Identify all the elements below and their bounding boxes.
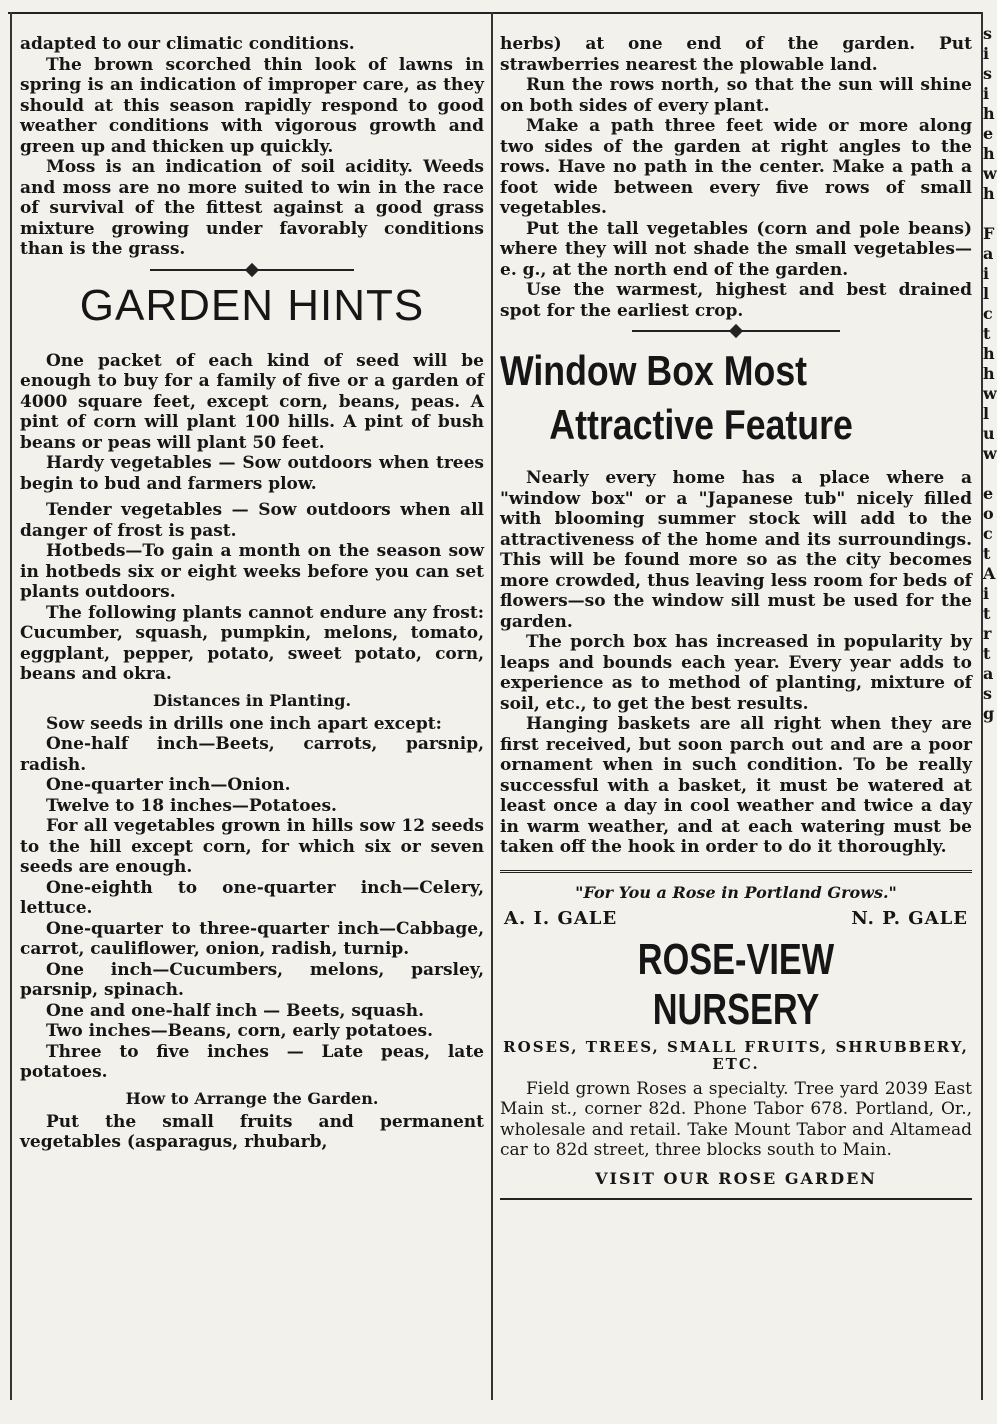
cutoff-letter: t [983, 644, 991, 663]
cutoff-letter: h [983, 364, 995, 383]
cutoff-letter: h [983, 104, 995, 123]
cutoff-letter: r [983, 624, 992, 643]
intro-para-1: adapted to our climatic conditions. [20, 34, 355, 54]
arrange-para-cont: herbs) at one end of the garden. Put strawberries nearest the plowable land. [500, 34, 972, 75]
cutoff-letter: h [983, 144, 995, 163]
arrange-para: Put the small fruits and permanent vegetables (asparagus, rhubarb, [20, 1111, 484, 1152]
distance-item-9: One and one-half inch — Beets, squash. [46, 1000, 425, 1021]
cutoff-letter: t [983, 544, 991, 563]
cutoff-letter: l [983, 284, 990, 303]
top-rule [8, 12, 983, 14]
cutoff-letter: s [983, 64, 993, 83]
intro-para-2: The brown scorched thin look of lawns in spring is an indication of improper care, as they should at this season rapidly respond to good weather conditions with vigorous growth and green up and thicken up quickly. [20, 54, 484, 157]
cutoff-letter: e [983, 124, 994, 143]
window-para-1: Nearly every home has a place where a "window box" or a "Japanese tub" nicely filled with blooming summer stock will add to the attractiveness of the home and its surroundings. This will be found more so as the city becomes more crowded, thus leaving less room for beds of flowers—so the window sill must be used for the garden. [500, 468, 972, 632]
hints-para-1: One packet of each kind of seed will be enough to buy for a family of five or a garden of 4000 square feet, except corn, beans, peas. A pint of corn will plant 100 hills. A pint of bush beans or peas will plant 50 feet. [20, 350, 484, 453]
intro-para-3: Moss is an indication of soil acidity. Weeds and moss are no more suited to win in the race of survival of the fittest against a good grass mixture growing under favorably conditions than is the grass. [20, 157, 484, 259]
distance-item-10: Two inches—Beans, corn, early potatoes. [46, 1021, 434, 1041]
garden-hints-heading: GARDEN HINTS [79, 280, 425, 330]
arrange-para-3: Make a path three feet wide or more along two sides of the garden at right angles to the rows. Have no path in the center. Make a path a foot wide between every five rows of small vegetables. [500, 116, 972, 218]
cutoff-letter: a [983, 664, 994, 683]
cutoff-letter: w [983, 164, 997, 183]
ad-bottom-rule [500, 1198, 972, 1200]
cutoff-letter: c [983, 524, 993, 543]
cutoff-letter: h [983, 344, 995, 363]
cutoff-column-strip [983, 0, 995, 1424]
cutoff-letter: t [983, 324, 991, 343]
arrange-subheading: How to Arrange the Garden. [125, 1088, 379, 1108]
distance-item-6: One-eighth to one-quarter inch—Celery, lettuce. [20, 877, 484, 918]
cutoff-letter: u [983, 424, 995, 443]
cutoff-letter: e [983, 484, 994, 503]
ad-name-left: A. I. GALE [504, 907, 618, 929]
cutoff-letter: o [983, 504, 994, 523]
ad-body: Field grown Roses a specialty. Tree yard 2039 East Main st., corner 82d. Phone Tabor 678. Portland, Or., wholesale and retail. Take Mount Tabor and Altamead car to 82d street, three blocks south to Main. [500, 1078, 972, 1160]
ad-names [504, 908, 968, 929]
section-separator [150, 269, 354, 271]
arrange-para-4: Put the tall vegetables (corn and pole beans) where they will not shade the small vegetables—e. g., at the north end of the garden. [500, 218, 972, 280]
distance-item-1: Sow seeds in drills one inch apart except: [46, 713, 442, 734]
distance-item-3: One-quarter inch—Onion. [46, 775, 291, 795]
hints-para-3: Tender vegetables — Sow outdoors when all danger of frost is past. [20, 500, 484, 541]
cutoff-letter [983, 204, 995, 224]
ad-visit: VISIT OUR ROSE GARDEN [595, 1168, 877, 1188]
distance-item-8: One inch—Cucumbers, melons, parsley, parsnip, spinach. [20, 959, 484, 1000]
cutoff-letter: w [983, 444, 997, 463]
ad-tagline: "For You a Rose in Portland Grows." [575, 882, 897, 902]
window-para-3: Hanging baskets are all right when they are first received, but soon parch out and are a poor ornament when in such condition. To be really successful with a basket, it must be watered at least once a day in cool weather and twice a day in warm weather, and at each watering must be taken off the hook in order to do it thoroughly. [500, 714, 972, 857]
arrange-para-2: Run the rows north, so that the sun will shine on both sides of every plant. [500, 75, 972, 116]
window-box-heading-line-1: Window Box Most [500, 347, 808, 394]
ad-products: ROSES, TREES, SMALL FRUITS, SHRUBBERY, ETC. [503, 1037, 969, 1073]
arrange-para-5: Use the warmest, highest and best drained spot for the earliest crop. [500, 280, 972, 321]
nursery-advertisement [500, 870, 972, 1200]
distance-item-5: For all vegetables grown in hills sow 12 seeds to the hill except corn, for which six or seven seeds are enough. [20, 816, 484, 877]
cutoff-letter: s [983, 684, 993, 703]
column-left [20, 34, 484, 1153]
hints-para-5: The following plants cannot endure any frost: Cucumber, squash, pumpkin, melons, tomato, eggplant, pepper, potato, sweet potato, corn, beans and okra. [20, 602, 484, 684]
cutoff-letter: i [983, 264, 990, 283]
cutoff-letter [983, 464, 995, 484]
cutoff-letter: t [983, 604, 991, 623]
ad-nursery-name: ROSE-VIEW NURSERY [637, 934, 835, 1034]
ad-name-right: N. P. GALE [851, 907, 968, 929]
cutoff-letter: l [983, 404, 990, 423]
cutoff-letter: A [983, 564, 996, 583]
cutoff-letter: w [983, 384, 997, 403]
cutoff-letter: i [983, 84, 990, 103]
cutoff-letter: g [983, 704, 995, 723]
section-separator-2 [632, 330, 840, 332]
hints-para-2: Hardy vegetables — Sow outdoors when trees begin to bud and farmers plow. [20, 453, 484, 494]
hints-para-4: Hotbeds—To gain a month on the season sow in hotbeds six or eight weeks before you can set plants outdoors. [20, 541, 484, 602]
distance-item-4: Twelve to 18 inches—Potatoes. [46, 795, 337, 816]
cutoff-letter: c [983, 304, 993, 323]
column-right [500, 34, 972, 1200]
window-para-2: The porch box has increased in popularity by leaps and bounds each year. Every year adds to experience as to method of planting, mixture of soil, etc., to get the best results. [500, 632, 972, 714]
cutoff-letter: s [983, 24, 993, 43]
distance-item-2: One-half inch—Beets, carrots, parsnip, radish. [20, 734, 484, 775]
window-box-heading [500, 344, 969, 452]
cutoff-letter: i [983, 44, 990, 63]
window-box-heading-line-2: Attractive Feature [549, 401, 853, 448]
cutoff-letter: h [983, 184, 995, 203]
cutoff-letter: a [983, 244, 994, 263]
distance-item-7: One-quarter to three-quarter inch—Cabbage, carrot, cauliflower, onion, radish, turnip. [20, 918, 484, 959]
cutoff-letter: F [983, 224, 995, 243]
distances-subheading: Distances in Planting. [152, 690, 352, 710]
column-rule-left [10, 12, 12, 1400]
column-rule-middle [491, 12, 493, 1400]
cutoff-letter: i [983, 584, 990, 603]
distance-item-11: Three to five inches — Late peas, late potatoes. [20, 1041, 484, 1082]
